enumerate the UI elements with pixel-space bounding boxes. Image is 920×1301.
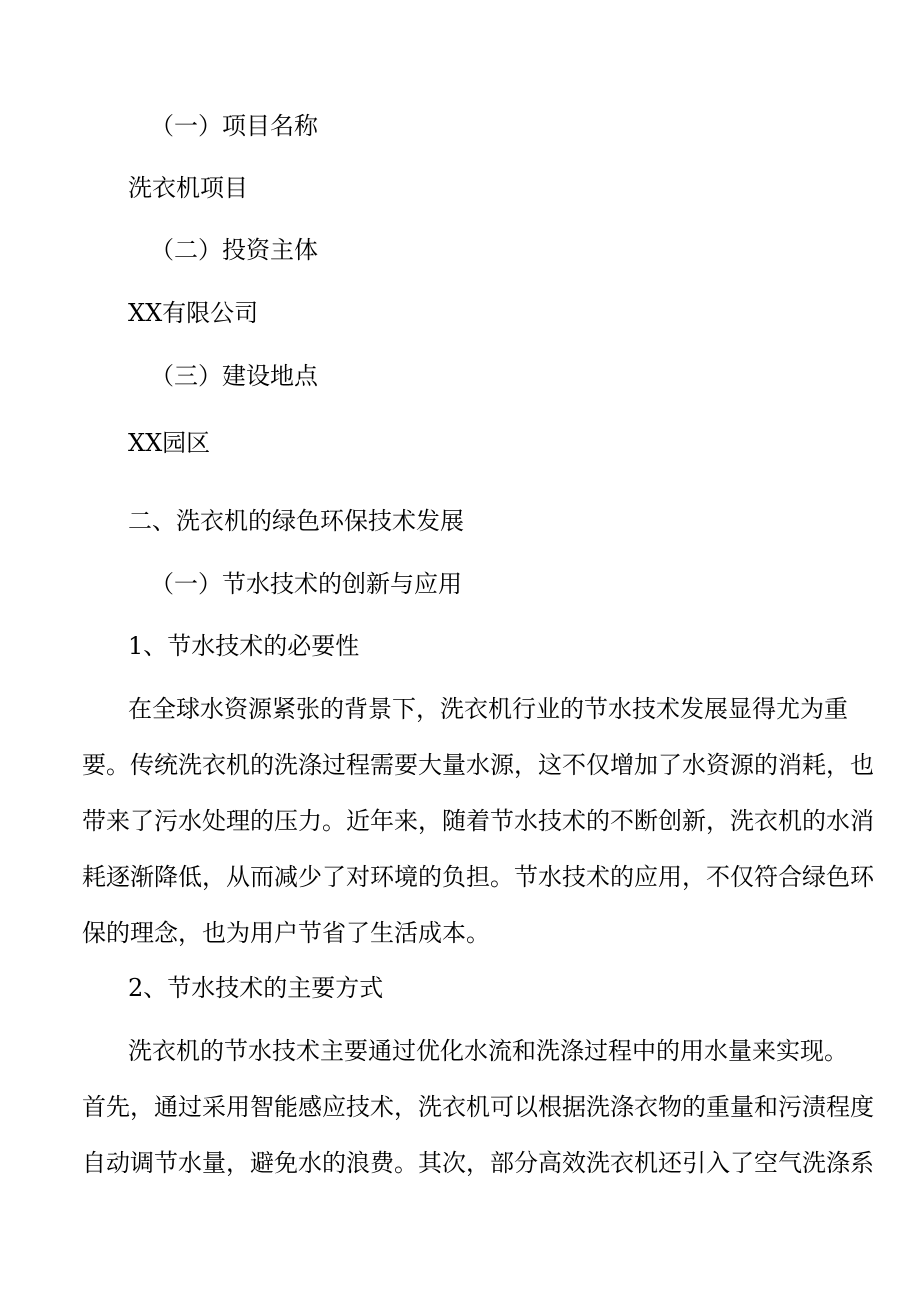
paragraph-line: 耗逐渐降低，从而减少了对环境的负担。节水技术的应用，不仅符合绿色环 — [82, 863, 874, 891]
paragraph-line: 首先，通过采用智能感应技术，洗衣机可以根据洗涤衣物的重量和污渍程度 — [82, 1093, 874, 1121]
item-title-necessity: 1、节水技术的必要性 — [128, 632, 360, 660]
paragraph-line: 洗衣机的节水技术主要通过优化水流和洗涤过程中的用水量来实现。 — [128, 1037, 848, 1065]
item-title-methods: 2、节水技术的主要方式 — [128, 974, 384, 1002]
paragraph-line: 自动调节水量，避免水的浪费。其次，部分高效洗衣机还引入了空气洗涤系 — [82, 1149, 874, 1177]
project-name-text: 洗衣机项目 — [128, 174, 248, 202]
paragraph-methods — [82, 1023, 874, 1191]
paragraph-line: 要。传统洗衣机的洗涤过程需要大量水源，这不仅增加了水资源的消耗，也 — [82, 751, 874, 779]
location-text: XX园区 — [128, 429, 211, 457]
paragraph-necessity — [82, 681, 874, 961]
section-title: 二、洗衣机的绿色环保技术发展 — [128, 507, 464, 535]
heading-investor: （二）投资主体 — [150, 236, 318, 264]
heading-project-name: （一）项目名称 — [150, 112, 318, 140]
subsection-title: （一）节水技术的创新与应用 — [150, 570, 462, 598]
paragraph-line: 在全球水资源紧张的背景下，洗衣机行业的节水技术发展显得尤为重 — [128, 695, 848, 723]
investor-text: XX有限公司 — [128, 299, 259, 327]
paragraph-line: 带来了污水处理的压力。近年来，随着节水技术的不断创新，洗衣机的水消 — [82, 807, 874, 835]
heading-location: （三）建设地点 — [150, 362, 318, 390]
paragraph-line: 保的理念，也为用户节省了生活成本。 — [82, 919, 490, 947]
